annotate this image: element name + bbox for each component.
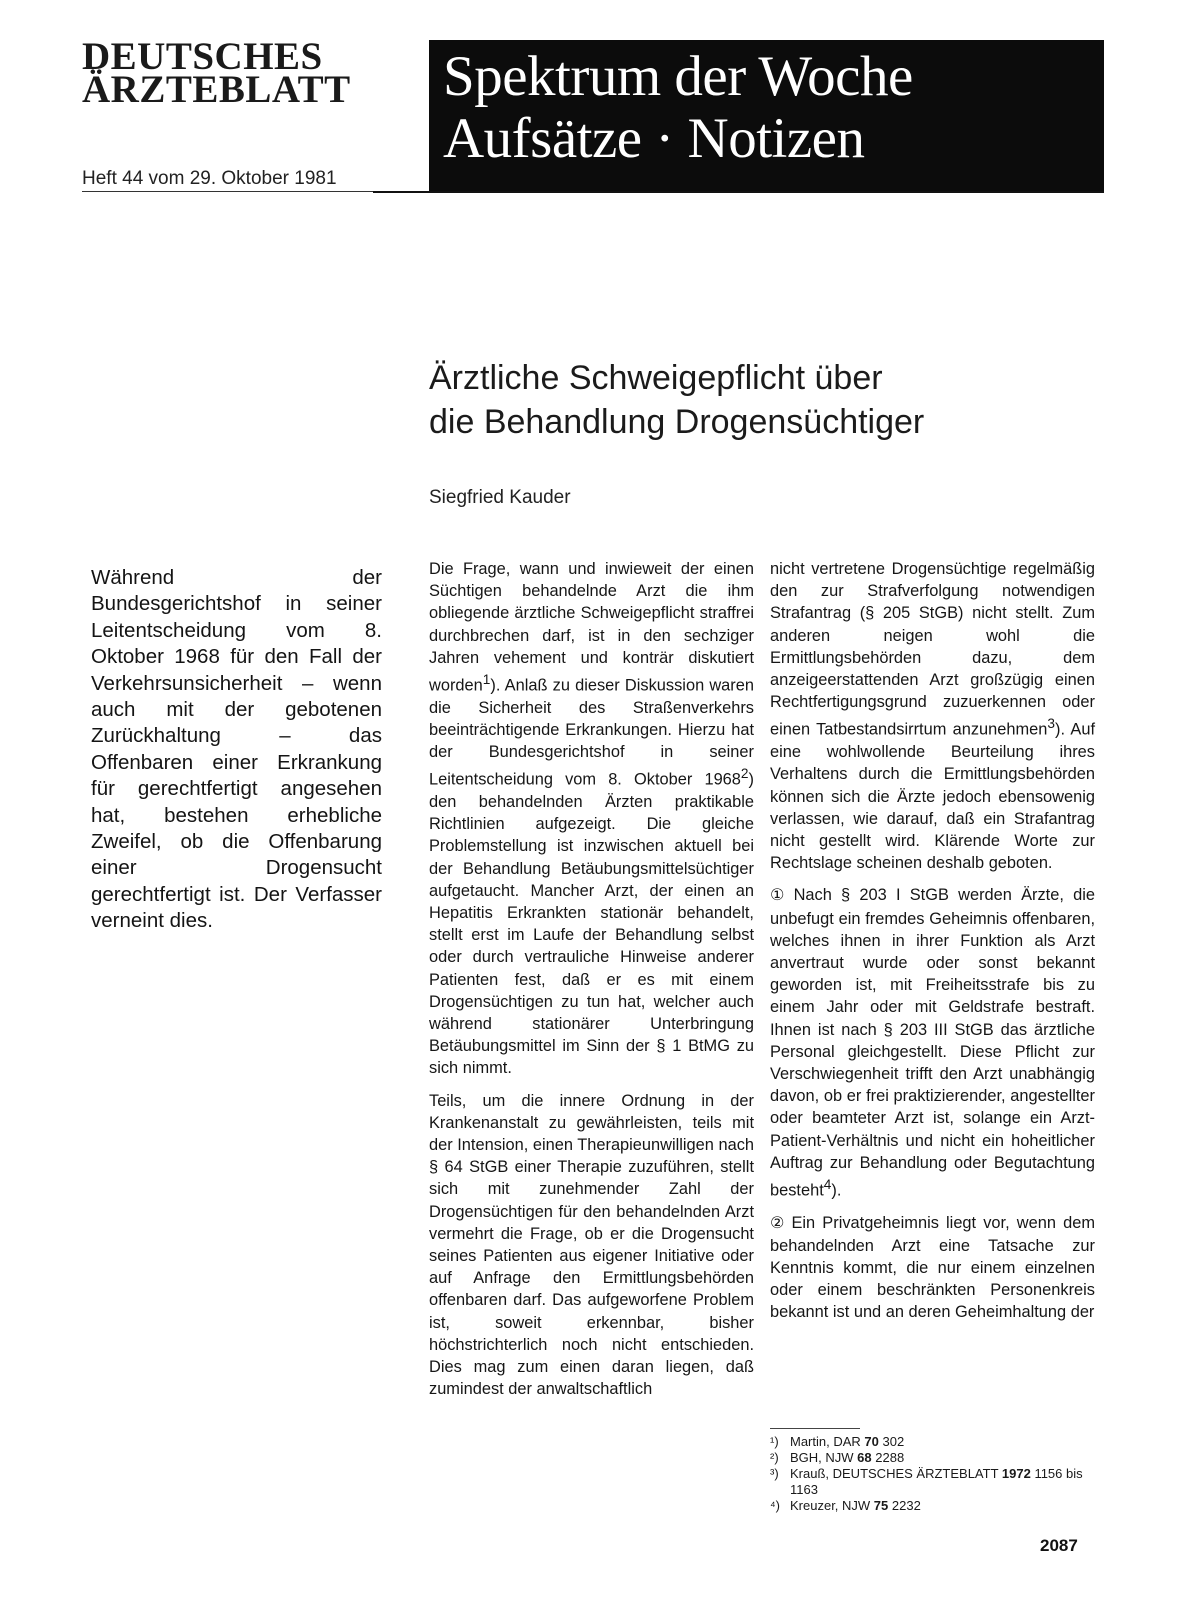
- footnote-mark: ¹): [770, 1434, 779, 1449]
- footnote-ref: 1: [482, 672, 491, 688]
- masthead-line-1: DEUTSCHES: [82, 35, 323, 78]
- footnote-ref: 4: [823, 1176, 832, 1192]
- body-paragraph: Teils, um die innere Ordnung in der Krankenanstalt zu gewährleisten, teils mit der Intension, einen Therapieunwilligen nach § 64 StGB einer Therapie zuzuführen, stellt sich mit zunehmender Zahl der Drogensüchtigen für den behandelnden Arzt vermehrt die Frage, ob er die Drogensucht seines Patienten aus eigener Initiative oder auf Anfrage den Ermittlungsbehörden offenbaren darf. Das aufgeworfene Problem ist, soweit erkennbar, bisher höchstrichterlich noch nicht entschieden. Dies mag zum einen daran liegen, daß zumindest der anwaltschaftlich: [429, 1091, 755, 1399]
- section-banner: [429, 40, 1104, 191]
- circled-two-marker: ②: [770, 1214, 785, 1232]
- body-paragraph: ② Ein Privatgeheimnis liegt vor, wenn dem behandelnden Arzt eine Tatsache zur Kenntnis kommt, die nur einem einzelnen oder einem beschränkten Personenkreis bekannt ist und an deren Geheimhaltung der: [770, 1213, 1095, 1322]
- body-column-1: [429, 558, 754, 1410]
- title-line-1: Ärztliche Schweigepflicht über: [429, 359, 883, 397]
- title-line-2: die Behandlung Drogensüchtiger: [429, 403, 925, 441]
- footnote-mark: ⁴): [770, 1498, 780, 1513]
- footnote: ⁴) Kreuzer, NJW 75 2232: [770, 1498, 921, 1513]
- section-title-line-2: Aufsätze · Notizen: [443, 107, 865, 170]
- body-paragraph: Die Frage, wann und inwieweit der einen Süchtigen behandelnde Arzt die ihm obliegende ärztliche Schweigepflicht straffrei durchbrechen darf, ist in den sechziger Jahren vehement und konträr diskutiert worden$^1$). Anlaß zu dieser Diskussion waren die Sicherheit des Straßenverkehrs beeinträchtigende Erkrankungen. Hierzu hat der Bundesgerichtshof in seiner Leitentscheidung vom 8. Oktober 1968$^2$) den behandelnden Ärzten praktikable Richtlinien aufgezeigt. Die gleiche Problemstellung ist inzwischen aktuell bei der Behandlung Betäubungsmittelsüchtiger aufgetaucht. Mancher Arzt, der einen an Hepatitis Erkrankten stationär behandelt, stellt erst im Laufe der Behandlung selbst oder durch vertrauliche Hinweise anderer Patienten fest, daß er es mit einem Drogensüchtigen zu tun hat, welcher auch während stationärer Unterbringung Betäubungsmittel im Sinn der § 1 BtMG zu sich nimmt.: [429, 560, 754, 1078]
- footnote-rule: [770, 1428, 860, 1429]
- footnote: ²) BGH, NJW 68 2288: [770, 1450, 905, 1465]
- body-paragraph: ① Nach § 203 I StGB werden Ärzte, die unbefugt ein fremdes Geheimnis offenbaren, welches ihnen in ihrer Funktion als Arzt anvertraut wurde oder sonst bekannt geworden ist, mit Freiheitsstrafe bis zu einem Jahr oder mit Geldstrafe bestraft. Ihnen ist nach § 203 III StGB das ärztliche Personal gleichgestellt. Diese Pflicht zur Verschwiegenheit trifft den Arzt unabhängig davon, ob er frei praktizierender, angestellter oder beamteter Arzt ist, solange ein Arzt-Patient-Verhältnis und nicht ein hoheitlicher Auftrag zur Behandlung oder Begutachtung besteht$^4$).: [770, 886, 1095, 1200]
- issue-info: Heft 44 vom 29. Oktober 1981: [82, 168, 337, 189]
- body-column-2: [770, 558, 1095, 1334]
- footnote: ³) Krauß, DEUTSCHES ÄRZTEBLATT 1972 1156 bis 1163: [770, 1466, 1083, 1497]
- footnotes: [770, 1434, 1100, 1514]
- section-title-line-1: Spektrum der Woche: [443, 45, 913, 108]
- journal-masthead: [82, 35, 412, 111]
- body-paragraph: nicht vertretene Drogensüchtige regelmäßig den zur Strafverfolgung notwendigen Strafantrag (§ 205 StGB) nicht stellt. Zum anderen neigen wohl die Ermittlungsbehörden dazu, dem anzeigeerstattenden Arzt großzügig einen Rechtfertigungsgrund zuzuerkennen oder einen Tatbestandsirrtum anzunehmen$^3$). Auf eine wohlwollende Beurteilung ihres Verhaltens durch die Ermittlungsbehörden können sich die Ärzte jedoch ebensowenig verlassen, wie darauf, daß ein Strafantrag nicht gestellt wird. Klärende Worte zur Rechtslage scheinen deshalb geboten.: [770, 560, 1095, 873]
- footnote-mark: ²): [770, 1450, 779, 1465]
- footnote: ¹) Martin, DAR 70 302: [770, 1434, 905, 1449]
- footnote-ref: 2: [740, 766, 749, 782]
- article-title: [429, 356, 1079, 444]
- page-number: 2087: [1040, 1536, 1078, 1555]
- article-lead: Während der Bundesgerichtshof in seiner Leitentscheidung vom 8. Oktober 1968 für den Fall der Verkehrsunsicherheit – wenn auch mit der gebotenen Zurückhaltung – das Offenbaren einer Erkrankung für gerechtfertigt angesehen hat, bestehen erhebliche Zweifel, ob die Offenbarung einer Drogensucht gerechtfertigt ist. Der Verfasser verneint dies.: [91, 566, 382, 933]
- header-rule-left: [82, 191, 373, 192]
- masthead-line-2: ÄRZTEBLATT: [82, 68, 351, 111]
- circled-one-marker: ①: [770, 887, 785, 905]
- header-rule-right: [373, 191, 1104, 193]
- footnote-ref: 3: [1047, 716, 1056, 732]
- footnote-mark: ³): [770, 1466, 779, 1481]
- article-author: Siegfried Kauder: [429, 487, 571, 508]
